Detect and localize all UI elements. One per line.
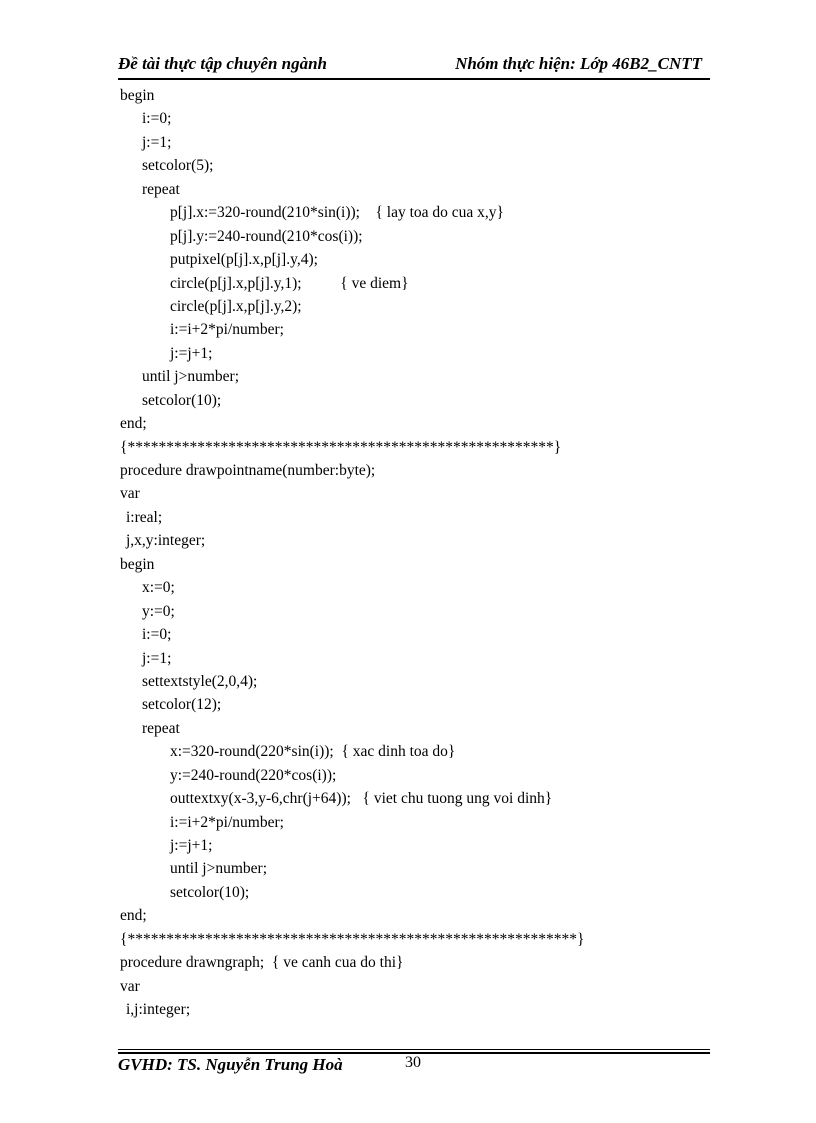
code-line: j:=1; (142, 133, 172, 151)
code-line: setcolor(12); (142, 696, 222, 714)
code-line: x:=320-round(220*sin(i)); { xac dinh toa do} (170, 743, 456, 761)
code-line: y:=0; (142, 602, 175, 620)
code-line: i,j:integer; (126, 1001, 191, 1019)
code-line: setcolor(10); (142, 391, 222, 409)
page-number: 30 (405, 1054, 421, 1071)
header-group: Nhóm thực hiện: Lớp 46B2_CNTT (455, 54, 702, 73)
footer-divider (118, 1049, 710, 1050)
code-line: repeat (142, 180, 180, 198)
code-line: putpixel(p[j].x,p[j].y,4); (170, 251, 318, 269)
code-line: i:=i+2*pi/number; (170, 813, 284, 831)
code-line: j:=j+1; (170, 344, 213, 362)
header-title: Đề tài thực tập chuyên ngành (118, 54, 328, 73)
code-line: {**********************************************************} (120, 930, 585, 948)
code-line: i:real; (126, 508, 163, 526)
code-line: var (120, 485, 140, 503)
code-line: begin (120, 555, 155, 573)
code-line: {*******************************************************} (120, 438, 562, 456)
page-header (118, 52, 710, 80)
code-line: outtextxy(x-3,y-6,chr(j+64)); { viet chu tuong ung voi dinh} (170, 790, 553, 808)
code-line: until j>number; (142, 368, 239, 386)
code-line: repeat (142, 719, 180, 737)
code-line: var (120, 977, 140, 995)
code-line: end; (120, 907, 147, 925)
code-line: i:=i+2*pi/number; (170, 321, 284, 339)
footer-supervisor: GVHD: TS. Nguyễn Trung Hoà (118, 1055, 343, 1074)
code-line: begin (120, 87, 155, 104)
code-line: until j>number; (170, 860, 267, 878)
code-line: x:=0; (142, 579, 175, 597)
code-line: settextstyle(2,0,4); (142, 672, 258, 690)
code-line: y:=240-round(220*cos(i)); (170, 766, 337, 784)
code-line: circle(p[j].x,p[j].y,1); { ve diem} (170, 274, 409, 292)
code-line: setcolor(5); (142, 157, 214, 175)
code-line: j:=1; (142, 649, 172, 667)
code-line: procedure drawpointname(number:byte); (120, 462, 376, 479)
code-line: j:=j+1; (170, 837, 213, 854)
code-line: i:=0; (142, 626, 172, 644)
code-line: i:=0; (142, 110, 172, 128)
code-line: procedure drawngraph; { ve canh cua do thi} (120, 954, 404, 972)
code-line: circle(p[j].x,p[j].y,2); (170, 297, 302, 315)
code-line: setcolor(10); (170, 883, 250, 901)
code-line: j,x,y:integer; (126, 532, 206, 550)
code-listing (120, 84, 720, 1022)
code-line: p[j].y:=240-round(210*cos(i)); (170, 227, 363, 245)
code-line: p[j].x:=320-round(210*sin(i)); { lay toa do cua x,y} (170, 204, 504, 222)
code-line: end; (120, 415, 147, 433)
